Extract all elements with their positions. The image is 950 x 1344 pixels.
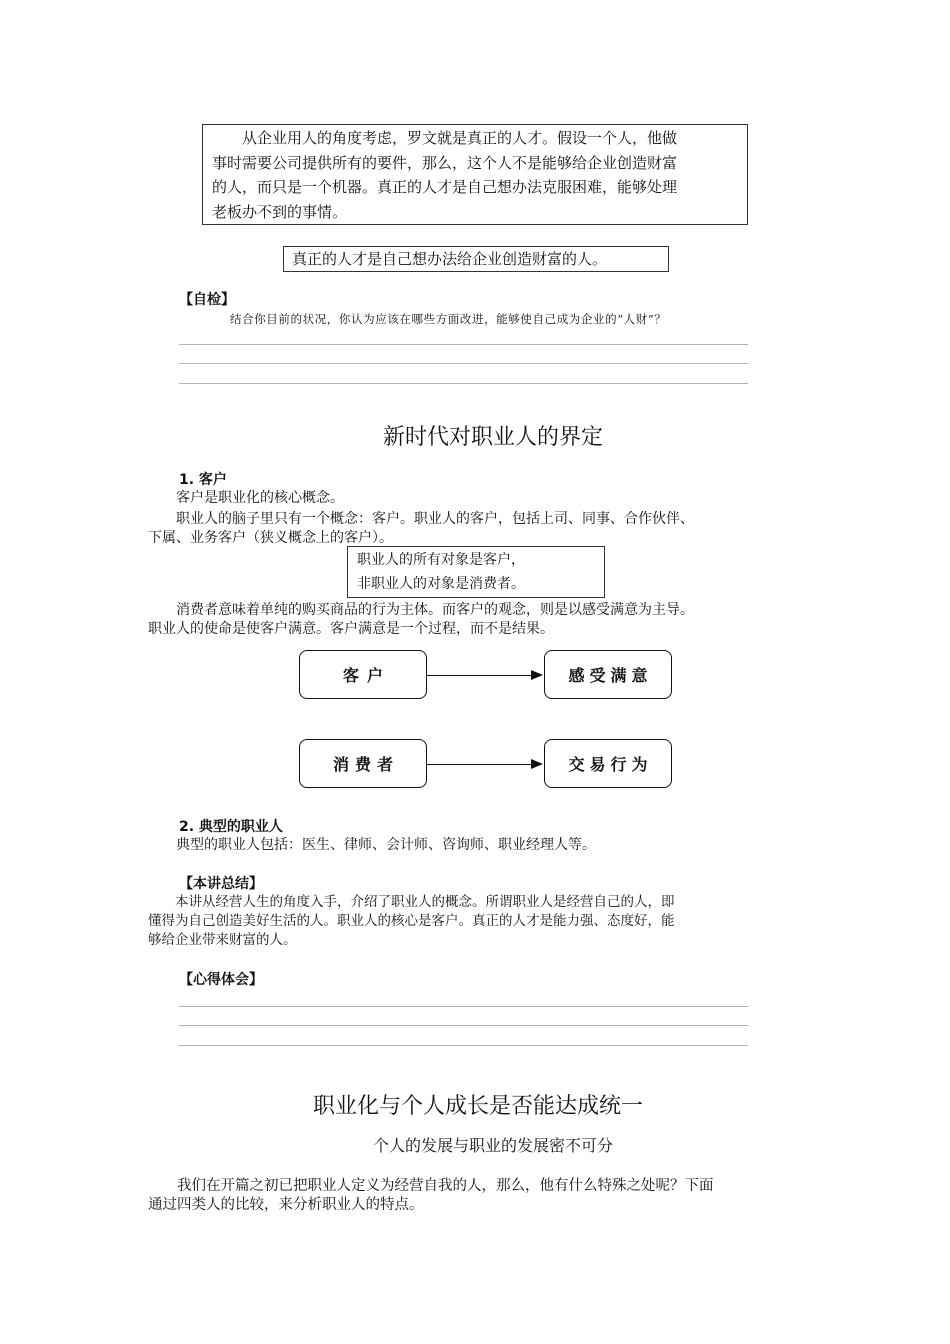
arrow-head-icon: [531, 759, 543, 769]
section-title: 新时代对职业人的界定: [382, 425, 603, 450]
flow-arrow: [427, 675, 532, 676]
key-point-text: 真正的人才是自己想办法给企业创造财富的人。: [292, 250, 608, 268]
quote-line: 事时需要公司提供所有的要件，那么，这个人不是能够给企业创造财富: [212, 153, 678, 172]
summary-text: [148, 893, 808, 950]
definition-box: [347, 546, 605, 598]
arrow-head-icon: [531, 670, 543, 680]
paragraph: [148, 601, 808, 639]
paragraph-line: 职业人的脑子里只有一个概念：客户。职业人的客户，包括上司、同事、合作伙伴、: [148, 511, 694, 527]
paragraph-line: 职业人的使命是使客户满意。客户满意是一个过程，而不是结果。: [148, 621, 554, 637]
paragraph: 客户是职业化的核心概念。: [148, 490, 344, 506]
quote-box: [202, 124, 748, 225]
self-check-heading: 【自检】: [179, 292, 235, 308]
answer-line: [179, 1045, 748, 1046]
flow-box-customer: 客户: [299, 650, 427, 699]
paragraph: [148, 1177, 810, 1215]
definition-line: 职业人的所有对象是客户，: [357, 552, 525, 568]
summary-heading: 【本讲总结】: [179, 876, 263, 892]
summary-line: 懂得为自己创造美好生活的人。职业人的核心是客户。真正的人才是能力强、态度好，能: [148, 913, 675, 929]
answer-line: [179, 363, 748, 364]
flow-box-consumer: 消费者: [299, 739, 427, 788]
reflection-heading: 【心得体会】: [179, 972, 263, 988]
self-check-question: 结合你目前的状况，你认为应该在哪些方面改进，能够使自己成为企业的“人财”？: [230, 312, 667, 326]
quote-line: 从企业用人的角度考虑，罗文就是真正的人才。假设一个人，他做: [212, 129, 678, 147]
paragraph-line: 消费者意味着单纯的购买商品的行为主体。而客户的观念，则是以感受满意为主导。: [148, 602, 694, 618]
section-subtitle: 个人的发展与职业的发展密不可分: [372, 1136, 613, 1155]
paragraph: 典型的职业人包括：医生、律师、会计师、咨询师、职业经理人等。: [148, 837, 596, 853]
answer-line: [179, 1006, 748, 1007]
quote-line: 的人，而只是一个机器。真正的人才是自己想办法克服困难，能够处理: [212, 178, 678, 196]
flow-arrow: [427, 764, 532, 765]
answer-line: [179, 383, 748, 384]
paragraph-line: 我们在开篇之初已把职业人定义为经营自我的人，那么，他有什么特殊之处呢？下面: [148, 1178, 714, 1194]
quote-line: 老板办不到的事情。: [212, 202, 348, 221]
section-title: 职业化与个人成长是否能达成统一: [312, 1094, 643, 1119]
subsection-heading: 2. 典型的职业人: [179, 819, 283, 835]
answer-line: [179, 344, 748, 345]
flow-box-transaction: 交易行为: [544, 739, 672, 788]
paragraph: [148, 510, 808, 548]
answer-line: [179, 1025, 748, 1026]
summary-line: 本讲从经营人生的角度入手，介绍了职业人的概念。所谓职业人是经营自己的人，即: [148, 894, 675, 910]
subsection-heading: 1. 客户: [179, 472, 227, 488]
flow-box-satisfaction: 感受满意: [544, 650, 672, 699]
key-point-box: [283, 246, 669, 272]
definition-line: 非职业人的对象是消费者。: [357, 576, 525, 592]
paragraph-line: 通过四类人的比较，来分析职业人的特点。: [148, 1197, 424, 1213]
summary-line: 够给企业带来财富的人。: [148, 932, 297, 948]
paragraph-line: 下属、业务客户（狭义概念上的客户）。: [148, 530, 393, 546]
